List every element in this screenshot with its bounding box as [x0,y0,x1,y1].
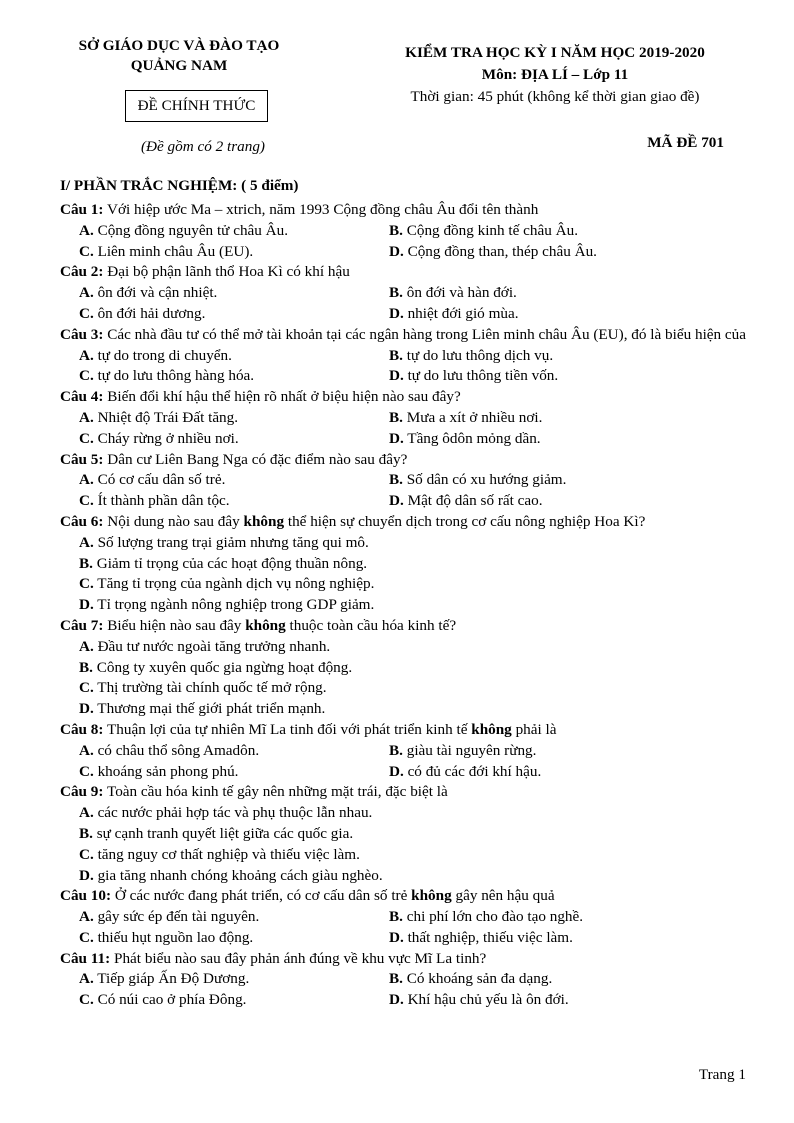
answer-option [79,346,389,367]
question-emphasis: không [243,512,285,530]
option-text: Có cơ cấu dân số trẻ. [93,471,226,489]
option-key: A. [79,533,94,551]
option-text: giàu tài nguyên rừng. [402,741,537,759]
option-row [60,470,750,491]
option-text: tự do lưu thông tiền vốn. [403,367,559,385]
answer-option [389,741,699,762]
option-row [60,533,750,554]
question [60,886,750,948]
answer-option [79,575,374,592]
answer-option [79,596,374,613]
option-text: nhiệt đới gió mùa. [403,304,519,322]
option-text: Cháy rừng ở nhiều nơi. [93,429,239,447]
question-stem [60,450,750,471]
option-key: C. [79,845,94,863]
option-text: Tầng ôdôn mỏng dần. [403,429,541,447]
option-row [60,429,750,450]
option-text: ôn đới hải dương. [93,304,206,322]
question-stem [60,512,750,533]
option-text: Ít thành phần dân tộc. [93,492,230,510]
section-title: I/ PHẦN TRẮC NGHIỆM: ( 5 điểm) [60,177,299,194]
answer-option [79,741,389,762]
answer-option [79,242,389,263]
option-text: Giảm tỉ trọng của các hoạt động thuần nông. [92,554,368,572]
answer-option [79,429,389,450]
option-text: thất nghiệp, thiếu việc làm. [403,928,573,946]
question-label: Câu 7: [60,616,104,634]
answer-option [79,762,389,783]
question-stem [60,616,750,637]
answer-option [79,990,389,1011]
question-emphasis: không [471,720,512,738]
question-text: Dân cư Liên Bang Nga có đặc điểm nào sau đây? [103,450,408,468]
question-text: Biểu hiện nào sau đây [103,616,246,634]
exam-title: KIỂM TRA HỌC KỲ I NĂM HỌC 2019-2020 [405,44,705,61]
answer-option [79,638,330,655]
department-name: SỞ GIÁO DỤC VÀ ĐÀO TẠO [78,37,280,54]
option-text: Mật độ dân số rất cao. [403,492,543,510]
answer-option [79,555,367,572]
answer-option [389,242,699,263]
option-key: C. [79,762,94,780]
answer-option [79,700,325,717]
option-key: C. [79,991,94,1009]
option-key: A. [79,970,94,988]
option-text: tăng nguy cơ thất nghiệp và thiếu việc làm. [93,845,360,863]
option-row [60,574,750,595]
option-key: D. [389,991,404,1009]
question [60,200,750,262]
option-key: C. [79,429,94,447]
question-stem [60,387,750,408]
option-text: Tiếp giáp Ấn Độ Dương. [93,970,250,988]
option-key: B. [389,471,403,489]
option-text: Số dân có xu hướng giảm. [402,471,567,489]
question-label: Câu 9: [60,783,104,801]
option-text: Tỉ trọng ngành nông nghiệp trong GDP giảm. [93,596,375,614]
option-text: khoáng sản phong phú. [93,762,239,780]
answer-option [389,470,699,491]
option-row [60,907,750,928]
answer-option [79,283,389,304]
option-key: B. [389,346,403,364]
question-text: Phát biểu nào sau đây phản ánh đúng về khu vực Mĩ La tinh? [110,949,487,967]
answer-option [79,221,389,242]
option-key: B. [389,741,403,759]
option-key: A. [79,741,94,759]
option-text: Liên minh châu Âu (EU). [93,242,254,260]
answer-option [79,366,389,387]
question-text: Thuận lợi của tự nhiên Mĩ La tinh đối với phát triển kinh tế [103,720,472,738]
page-number: Trang 1 [698,1066,746,1083]
option-key: A. [79,346,94,364]
option-text: Thị trường tài chính quốc tế mở rộng. [93,679,327,697]
option-key: D. [79,596,94,614]
question-stem [60,720,750,741]
option-key: B. [79,658,93,676]
option-key: D. [389,492,404,510]
option-text: Cộng đồng kinh tế châu Âu. [402,221,578,239]
option-text: tự do lưu thông dịch vụ. [402,346,554,364]
option-key: A. [79,471,94,489]
answer-option [389,408,699,429]
option-key: D. [79,700,94,718]
option-text: tự do lưu thông hàng hóa. [93,367,255,385]
option-text: sự cạnh tranh quyết liệt giữa các quốc gia. [92,824,354,842]
option-row [60,803,750,824]
question [60,325,750,387]
answer-option [389,762,699,783]
option-row [60,658,750,679]
option-key: D. [79,866,94,884]
option-text: ôn đới và hàn đới. [402,284,517,302]
answer-option [79,804,372,821]
option-row [60,366,750,387]
question-label: Câu 8: [60,720,104,738]
question-text: Biến đổi khí hậu thể hiện rõ nhất ở biệu hiện nào sau đây? [103,388,461,406]
answer-option [79,304,389,325]
question-emphasis: không [411,887,452,905]
option-key: C. [79,679,94,697]
question [60,782,750,886]
question-label: Câu 6: [60,512,104,530]
option-key: C. [79,928,94,946]
exam-info-block [380,42,730,108]
answer-option [79,928,389,949]
question [60,949,750,1011]
option-row [60,554,750,575]
option-row [60,866,750,887]
option-key: B. [79,554,93,572]
option-text: Tăng tỉ trọng của ngành dịch vụ nông nghiệp. [93,575,375,593]
answer-option [389,304,699,325]
option-row [60,221,750,242]
question [60,616,750,720]
department-block [68,36,290,76]
option-row [60,304,750,325]
option-text: tự do trong di chuyển. [93,346,232,364]
option-text: có châu thổ sông Amadôn. [93,741,260,759]
option-key: B. [389,408,403,426]
option-text: chi phí lớn cho đào tạo nghề. [402,908,584,926]
option-text: gây sức ép đến tài nguyên. [93,908,260,926]
question-stem [60,782,750,803]
question-label: Câu 3: [60,325,104,343]
option-text: Công ty xuyên quốc gia ngừng hoạt động. [92,658,353,676]
answer-option [79,846,360,863]
answer-option [79,867,383,884]
option-text: Số lượng trang trại giảm nhưng tăng qui mô. [93,533,369,551]
option-row [60,741,750,762]
answer-option [79,408,389,429]
question-label: Câu 10: [60,887,112,905]
answer-option [79,825,353,842]
option-text: Cộng đồng nguyên tử châu Âu. [93,221,289,239]
question-text: Với hiệp ước Ma – xtrich, năm 1993 Cộng đồng châu Âu đổi tên thành [103,201,539,218]
question-label: Câu 5: [60,450,104,468]
answer-option [79,534,369,551]
question-stem [60,886,750,907]
question-text: Các nhà đầu tư có thể mở tài khoản tại các ngân hàng trong Liên minh châu Âu (EU), đó là biểu hiện của [103,325,747,343]
question-list [60,200,750,1011]
option-key: C. [79,575,94,593]
option-key: D. [389,242,404,260]
question-text-end: gây nên hậu quả [451,887,555,905]
answer-option [389,346,699,367]
answer-option [79,907,389,928]
answer-option [389,283,699,304]
question-text: Ở các nước đang phát triển, có cơ cấu dân số trẻ [111,887,412,905]
official-exam-box: ĐỀ CHÍNH THỨC [125,90,268,122]
question-stem [60,325,750,346]
answer-option [389,366,699,387]
option-text: Đầu tư nước ngoài tăng trưởng nhanh. [93,637,331,655]
option-row [60,242,750,263]
option-text: Mưa a xít ở nhiều nơi. [402,408,543,426]
question-text-end: thể hiện sự chuyển dịch trong cơ cấu nông nghiệp Hoa Kì? [284,512,646,530]
option-row [60,491,750,512]
question [60,512,750,616]
option-key: D. [389,762,404,780]
option-key: C. [79,492,94,510]
question-stem [60,200,750,221]
option-row [60,699,750,720]
answer-option [79,679,327,696]
option-key: D. [389,304,404,322]
option-text: Cộng đồng than, thép châu Âu. [403,242,597,260]
option-key: B. [389,221,403,239]
option-text: ôn đới và cận nhiệt. [93,284,218,302]
option-text: Khí hậu chủ yếu là ôn đới. [403,991,569,1009]
province-name: QUẢNG NAM [130,57,228,74]
option-row [60,824,750,845]
option-row [60,637,750,658]
question-label: Câu 11: [60,949,111,967]
question-text-end: phải là [511,720,557,738]
option-key: B. [389,284,403,302]
option-key: D. [389,429,404,447]
option-key: C. [79,242,94,260]
option-text: Có khoáng sản đa dạng. [402,970,553,988]
option-key: C. [79,367,94,385]
option-row [60,990,750,1011]
option-key: B. [389,908,403,926]
option-row [60,678,750,699]
option-row [60,969,750,990]
question [60,387,750,449]
option-row [60,762,750,783]
option-text: các nước phải hợp tác và phụ thuộc lẫn nhau. [93,804,373,822]
option-row [60,845,750,866]
answer-option [389,928,699,949]
answer-option [389,969,699,990]
option-key: D. [389,367,404,385]
exam-subject: Môn: ĐỊA LÍ – Lớp 11 [481,66,629,83]
option-key: B. [389,970,403,988]
question-stem [60,262,750,283]
option-row [60,283,750,304]
option-text: thiếu hụt nguồn lao động. [93,928,254,946]
question-text-end: thuộc toàn cầu hóa kinh tế? [285,616,457,634]
option-key: A. [79,221,94,239]
question-text: Nội dung nào sau đây [103,512,244,530]
question-label: Câu 1: [60,201,104,218]
answer-option [79,470,389,491]
answer-option [389,221,699,242]
answer-option [79,491,389,512]
answer-option [389,907,699,928]
option-text: Có núi cao ở phía Đông. [93,991,247,1009]
option-row [60,346,750,367]
option-key: A. [79,908,94,926]
answer-option [79,969,389,990]
exam-time: Thời gian: 45 phút (không kể thời gian giao đề) [410,88,700,105]
answer-option [79,659,352,676]
question [60,720,750,782]
answer-option [389,429,699,450]
option-key: B. [79,824,93,842]
option-key: C. [79,304,94,322]
answer-option [389,491,699,512]
option-key: A. [79,637,94,655]
exam-code: MÃ ĐỀ 701 [647,134,724,151]
question [60,450,750,512]
option-text: có đủ các đới khí hậu. [403,762,542,780]
option-text: Thương mại thế giới phát triển mạnh. [93,700,326,718]
option-row [60,595,750,616]
option-key: A. [79,408,94,426]
question [60,262,750,324]
option-key: A. [79,804,94,822]
option-key: A. [79,284,94,302]
option-row [60,408,750,429]
option-text: gia tăng nhanh chóng khoảng cách giàu nghèo. [93,866,383,884]
question-stem [60,949,750,970]
question-label: Câu 4: [60,388,104,406]
question-label: Câu 2: [60,263,104,281]
option-row [60,928,750,949]
pages-note: (Đề gồm có 2 trang) [140,138,265,155]
question-emphasis: không [245,616,286,634]
question-text: Đại bộ phận lãnh thổ Hoa Kì có khí hậu [103,263,350,281]
question-text: Toàn cầu hóa kinh tế gây nên những mặt trái, đặc biệt là [103,783,448,801]
answer-option [389,990,699,1011]
option-key: D. [389,928,404,946]
option-text: Nhiệt độ Trái Đất tăng. [93,408,239,426]
